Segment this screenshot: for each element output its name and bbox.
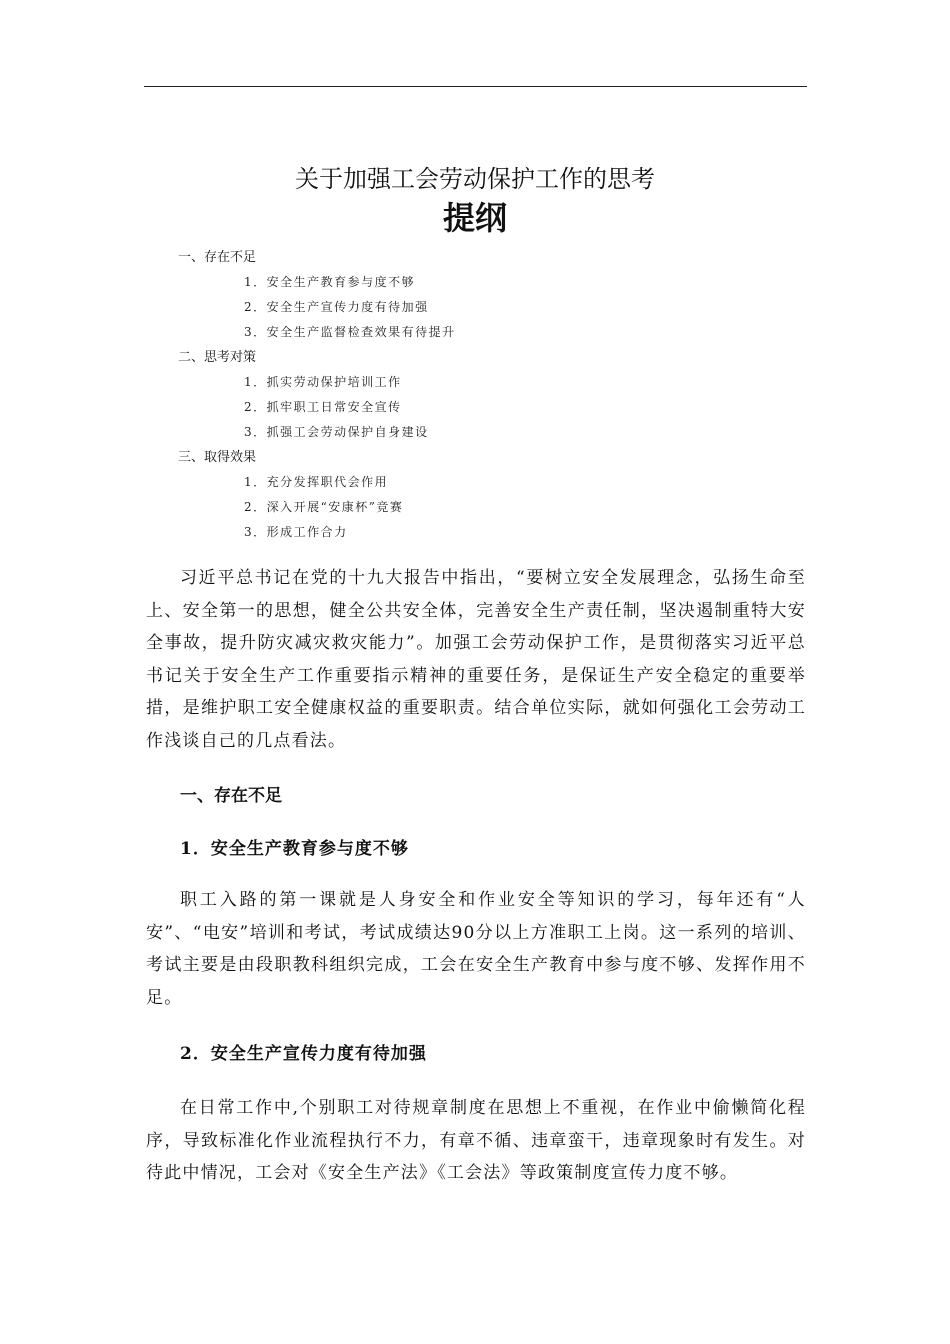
outline <box>178 245 738 545</box>
outline-item: 3．形成工作合力 <box>244 525 348 539</box>
outline-item: 3．安全生产监督检查效果有待提升 <box>244 325 456 339</box>
outline-item: 2．安全生产宣传力度有待加强 <box>244 300 429 314</box>
outline-item: 2．抓牢职工日常安全宣传 <box>244 400 402 414</box>
outline-section: 三、取得效果 <box>178 450 257 465</box>
subsection-heading: 2．安全生产宣传力度有待加强 <box>180 1044 427 1064</box>
outline-section: 二、思考对策 <box>178 350 257 365</box>
outline-item: 1．充分发挥职代会作用 <box>244 475 389 489</box>
outline-section: 一、存在不足 <box>178 250 257 265</box>
section-heading: 一、存在不足 <box>180 786 282 806</box>
body-paragraph: 在日常工作中,个别职工对待规章制度在思想上不重视，在作业中偷懒简化程序，导致标准化作业流程执行不力，有章不循、违章蛮干，违章现象时有发生。对待此中情况，工会对《安全生产法》《工会法》等政策制度宣传力度不够。 <box>146 1098 806 1183</box>
intro-block <box>146 562 806 757</box>
outline-item: 3．抓强工会劳动保护自身建设 <box>244 425 429 439</box>
subsection-body <box>146 884 806 1014</box>
subsection-heading: 1．安全生产教育参与度不够 <box>180 839 409 859</box>
intro-paragraph: 习近平总书记在党的十九大报告中指出，“要树立安全发展理念，弘扬生命至上、安全第一的思想，健全公共安全体，完善安全生产责任制，坚决遏制重特大安全事故，提升防灾减灾救灾能力”。加强工会劳动保护工作，是贯彻落实习近平总书记关于安全生产工作重要指示精神的重要任务，是保证生产安全稳定的重要举措，是维护职工安全健康权益的重要职责。结合单位实际，就如何强化工会劳动工作浅谈自己的几点看法。 <box>146 568 806 751</box>
document-title: 关于加强工会劳动保护工作的思考 <box>295 165 655 193</box>
body-paragraph: 职工入路的第一课就是人身安全和作业安全等知识的学习，每年还有“人安”、“电安”培训和考试，考试成绩达90分以上方准职工上岗。这一系列的培训、考试主要是由段职教科组织完成，工会在安全生产教育中参与度不够、发挥作用不足。 <box>146 890 806 1008</box>
outline-item: 1．抓实劳动保护培训工作 <box>244 375 402 389</box>
subsection-body <box>146 1092 806 1190</box>
header-rule <box>144 86 807 87</box>
outline-item: 2．深入开展“安康杯”竞赛 <box>244 500 404 514</box>
document-subtitle: 提纲 <box>442 199 507 237</box>
outline-item: 1．安全生产教育参与度不够 <box>244 275 416 289</box>
